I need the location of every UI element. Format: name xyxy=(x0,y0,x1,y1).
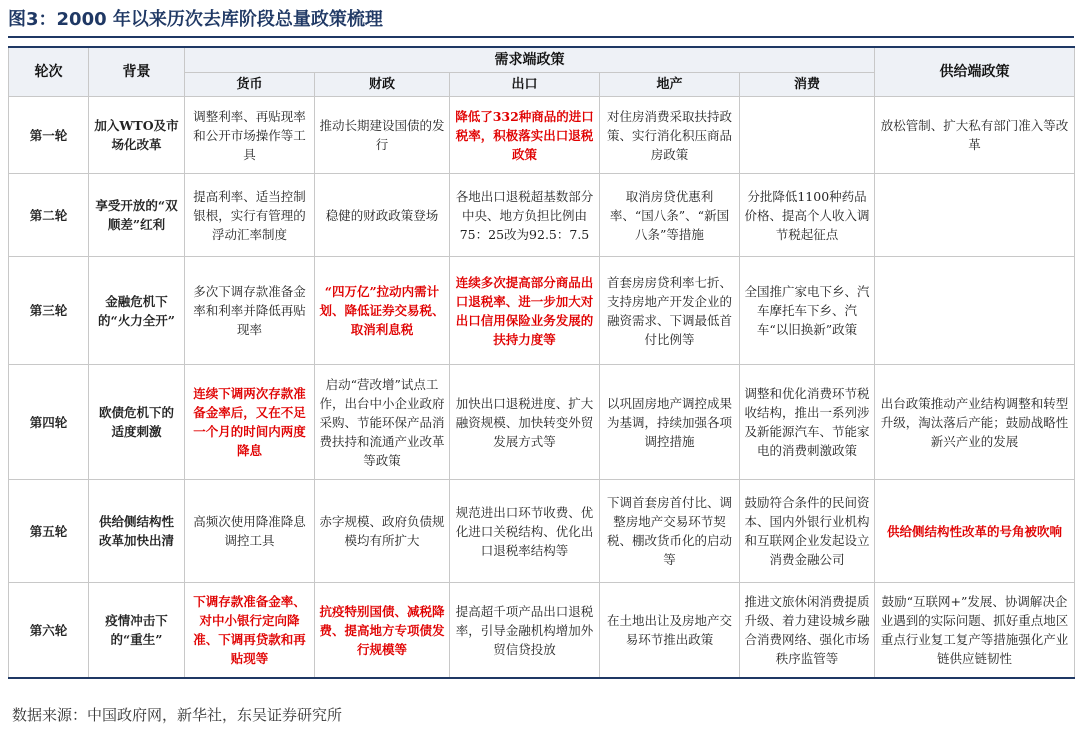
consumption-cell: 鼓励符合条件的民间资本、国内外银行业机构和互联网企业发起设立消费金融公司 xyxy=(740,480,875,583)
background-cell: 享受开放的“双顺差”红利 xyxy=(89,174,185,257)
currency-cell: 连续下调两次存款准备金率后，又在不足一个月的时间内两度降息 xyxy=(185,365,315,480)
header-demand: 需求端政策 xyxy=(185,47,875,73)
header-fiscal: 财政 xyxy=(315,73,450,97)
supply-cell: 出台政策推动产业结构调整和转型升级，淘汰落后产能；鼓励战略性新兴产业的发展 xyxy=(875,365,1075,480)
export-cell: 各地出口退税超基数部分中央、地方负担比例由75：25改为92.5：7.5 xyxy=(450,174,600,257)
header-export: 出口 xyxy=(450,73,600,97)
property-cell: 首套房房贷利率七折、支持房地产开发企业的融资需求、下调最低首付比例等 xyxy=(600,257,740,365)
header-background: 背景 xyxy=(89,47,185,97)
export-cell: 连续多次提高部分商品出口退税率、进一步加大对出口信用保险业务发展的扶持力度等 xyxy=(450,257,600,365)
consumption-cell: 分批降低1100种药品价格、提高个人收入调节税起征点 xyxy=(740,174,875,257)
property-cell: 下调首套房首付比、调整房地产交易环节契税、棚改货币化的启动等 xyxy=(600,480,740,583)
round-cell: 第二轮 xyxy=(9,174,89,257)
table-row xyxy=(9,174,1075,257)
property-cell: 以巩固房地产调控成果为基调，持续加强各项调控措施 xyxy=(600,365,740,480)
policy-table xyxy=(8,46,1075,679)
table-row xyxy=(9,257,1075,365)
fiscal-cell: 赤字规模、政府负债规模均有所扩大 xyxy=(315,480,450,583)
export-cell: 降低了332种商品的进口税率，积极落实出口退税政策 xyxy=(450,97,600,174)
table-row xyxy=(9,480,1075,583)
header-consumption: 消费 xyxy=(740,73,875,97)
fiscal-cell: 启动“营改增”试点工作，出台中小企业政府采购、节能环保产品消费扶持和流通产业改革等政策 xyxy=(315,365,450,480)
table-row xyxy=(9,97,1075,174)
consumption-cell xyxy=(740,97,875,174)
supply-cell xyxy=(875,174,1075,257)
property-cell: 取消房贷优惠利率、“国八条”、“新国八条”等措施 xyxy=(600,174,740,257)
export-cell: 提高超千项产品出口退税率，引导金融机构增加外贸信贷投放 xyxy=(450,583,600,679)
round-cell: 第六轮 xyxy=(9,583,89,679)
supply-cell: 鼓励“互联网+”发展、协调解决企业遇到的实际问题、抓好重点地区重点行业复工复产等措施强化产业链供应链韧性 xyxy=(875,583,1075,679)
consumption-cell: 全国推广家电下乡、汽车摩托车下乡、汽车“以旧换新”政策 xyxy=(740,257,875,365)
round-cell: 第四轮 xyxy=(9,365,89,480)
header-supply: 供给端政策 xyxy=(875,47,1075,97)
figure-title: 图3：2000 年以来历次去库阶段总量政策梳理 xyxy=(8,9,383,30)
header-property: 地产 xyxy=(600,73,740,97)
fiscal-cell: 稳健的财政政策登场 xyxy=(315,174,450,257)
consumption-cell: 推进文旅休闲消费提质升级、着力建设城乡融合消费网络、强化市场秩序监管等 xyxy=(740,583,875,679)
currency-cell: 提高利率、适当控制银根，实行有管理的浮动汇率制度 xyxy=(185,174,315,257)
background-cell: 欧债危机下的适度刺激 xyxy=(89,365,185,480)
header-round: 轮次 xyxy=(9,47,89,97)
source-note: 数据来源：中国政府网，新华社，东吴证券研究所 xyxy=(12,706,343,724)
property-cell: 在土地出让及房地产交易环节推出政策 xyxy=(600,583,740,679)
supply-cell: 放松管制、扩大私有部门准入等改革 xyxy=(875,97,1075,174)
background-cell: 供给侧结构性改革加快出清 xyxy=(89,480,185,583)
fiscal-cell: “四万亿”拉动内需计划、降低证券交易税、取消利息税 xyxy=(315,257,450,365)
background-cell: 加入WTO及市场化改革 xyxy=(89,97,185,174)
currency-cell: 下调存款准备金率、对中小银行定向降准、下调再贷款和再贴现等 xyxy=(185,583,315,679)
fiscal-cell: 推动长期建设国债的发行 xyxy=(315,97,450,174)
background-cell: 疫情冲击下的“重生” xyxy=(89,583,185,679)
property-cell: 对住房消费采取扶持政策、实行消化积压商品房政策 xyxy=(600,97,740,174)
round-cell: 第一轮 xyxy=(9,97,89,174)
background-cell: 金融危机下的“火力全开” xyxy=(89,257,185,365)
currency-cell: 高频次使用降准降息调控工具 xyxy=(185,480,315,583)
table-row xyxy=(9,583,1075,679)
export-cell: 规范进出口环节收费、优化进口关税结构、优化出口退税率结构等 xyxy=(450,480,600,583)
round-cell: 第三轮 xyxy=(9,257,89,365)
currency-cell: 多次下调存款准备金率和利率并降低再贴现率 xyxy=(185,257,315,365)
export-cell: 加快出口退税进度、扩大融资规模、加快转变外贸发展方式等 xyxy=(450,365,600,480)
consumption-cell: 调整和优化消费环节税收结构，推出一系列涉及新能源汽车、节能家电的消费刺激政策 xyxy=(740,365,875,480)
table-row xyxy=(9,365,1075,480)
supply-cell xyxy=(875,257,1075,365)
title-rule xyxy=(8,36,1074,38)
supply-cell: 供给侧结构性改革的号角被吹响 xyxy=(875,480,1075,583)
round-cell: 第五轮 xyxy=(9,480,89,583)
fiscal-cell: 抗疫特别国债、减税降费、提高地方专项债发行规模等 xyxy=(315,583,450,679)
currency-cell: 调整利率、再贴现率和公开市场操作等工具 xyxy=(185,97,315,174)
header-currency: 货币 xyxy=(185,73,315,97)
